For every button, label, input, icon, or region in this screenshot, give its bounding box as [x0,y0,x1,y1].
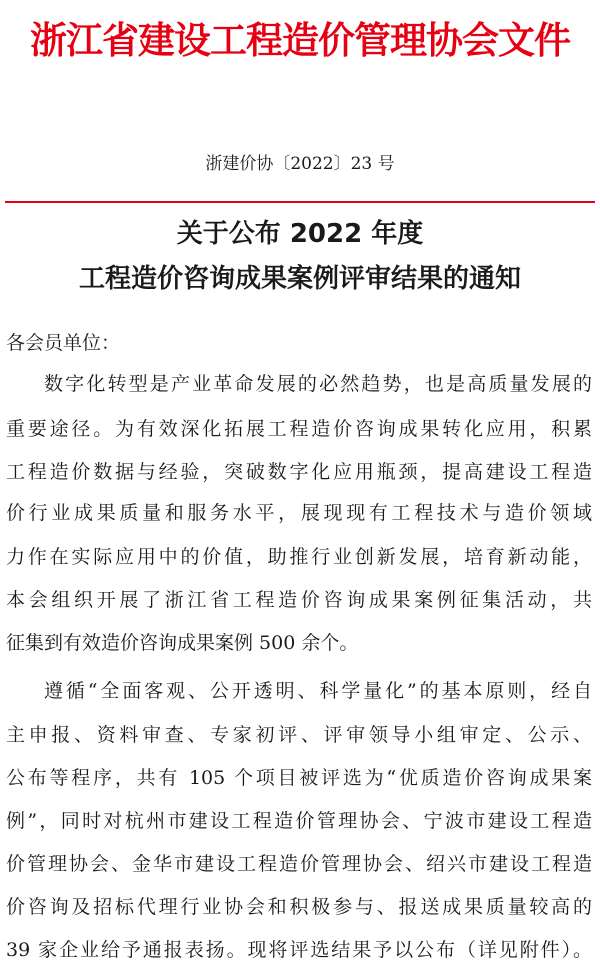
paragraph-2-line: 例”，同时对杭州市建设工程造价管理协会、宁波市建设工程造 [6,810,592,832]
paragraph-1-line: 数字化转型是产业革命发展的必然趋势，也是高质量发展的 [44,373,592,395]
paragraph-2-line: 遵循“全面客观、公开透明、科学量化”的基本原则，经自 [44,680,592,702]
notice-title-line-1: 关于公布 2022 年度 [176,219,424,249]
paragraph-1-line: 力作在实际应用中的价值，助推行业创新发展，培育新动能， [6,546,592,568]
red-divider-line [5,201,595,203]
salutation: 各会员单位： [6,332,121,354]
paragraph-1-line: 价行业成果质量和服务水平，展现现有工程技术与造价领域 [6,502,592,524]
document-number: 浙建价协〔2022〕23 号 [205,154,395,174]
paragraph-1-line: 重要途径。为有效深化拓展工程造价咨询成果转化应用，积累 [6,418,592,440]
paragraph-2-line: 价管理协会、金华市建设工程造价管理协会、绍兴市建设工程造 [6,853,592,875]
paragraph-1-line: 工程造价数据与经验，突破数字化应用瓶颈，提高建设工程造 [6,461,592,483]
paragraph-2-line: 39 家企业给予通报表扬。现将评选结果予以公布（详见附件）。 [6,939,592,961]
org-header-title: 浙江省建设工程造价管理协会文件 [30,19,570,62]
paragraph-1-line: 征集到有效造价咨询成果案例 500 余个。 [6,632,359,654]
paragraph-1-line: 本会组织开展了浙江省工程造价咨询成果案例征集活动，共 [6,589,592,611]
notice-title-line-2: 工程造价咨询成果案例评审结果的通知 [78,264,521,294]
paragraph-2-line: 主申报、资料审查、专家初评、评审领导小组审定、公示、 [6,724,592,746]
paragraph-2-line: 公布等程序，共有 105 个项目被评选为“优质造价咨询成果案 [6,767,592,789]
paragraph-2-line: 价咨询及招标代理行业协会和积极参与、报送成果质量较高的 [6,896,592,918]
